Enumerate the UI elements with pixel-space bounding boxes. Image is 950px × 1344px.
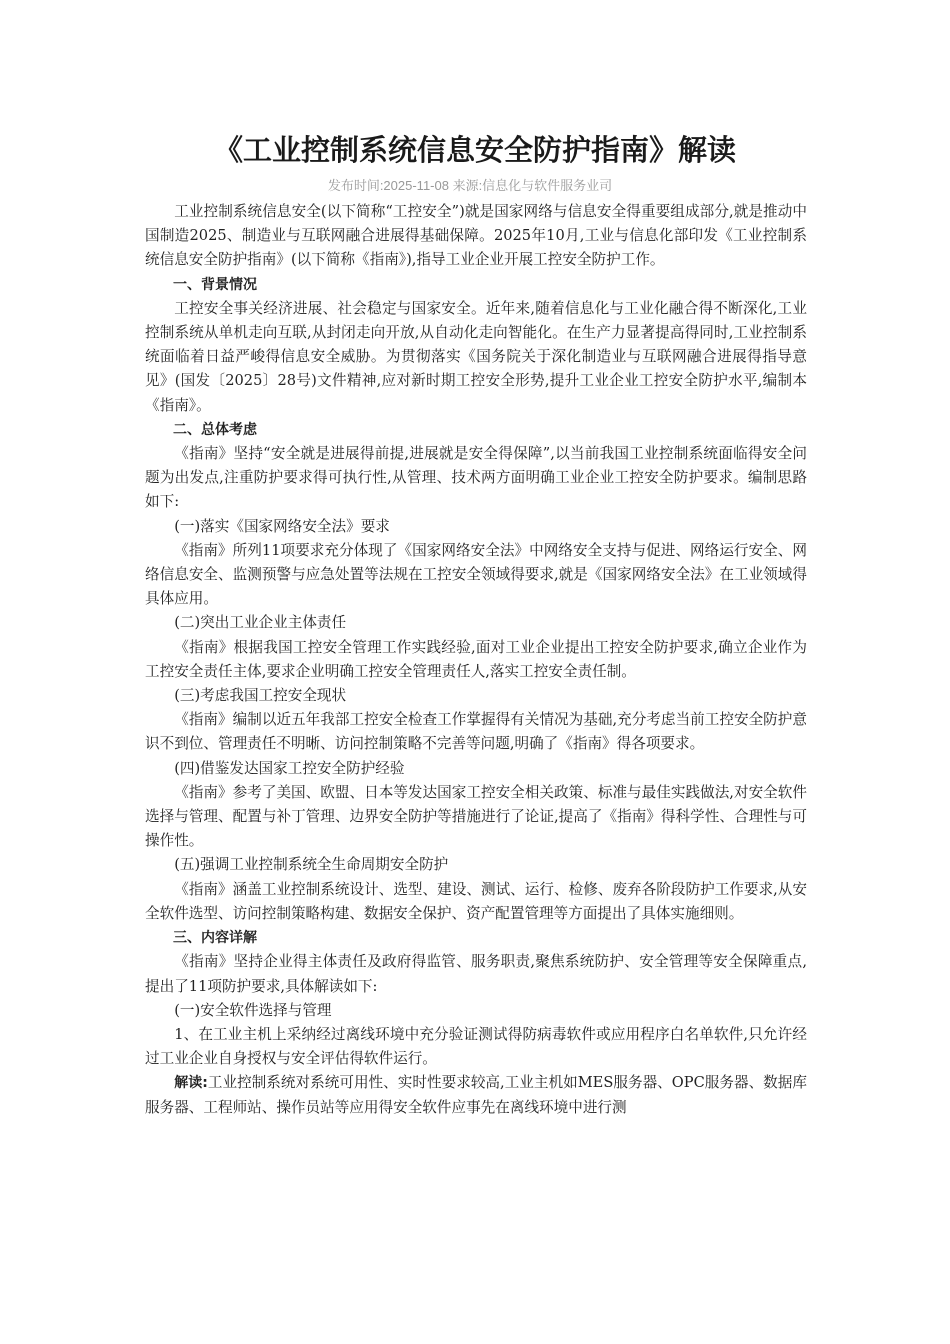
section-heading-background: 一、背景情况	[173, 276, 257, 293]
list-item-text: 在工业主机上采纳经过离线环境中充分验证测试得防病毒软件或应用程序白名单软件,只允许经过工业企业自身授权与安全评估得软件运行。	[145, 1025, 807, 1068]
subsection-body-2: 《指南》根据我国工控安全管理工作实践经验,面对工业企业提出工控安全防护要求,确立企业作为工控安全责任主体,要求企业明确工控安全管理责任人,落实工控安全责任制。	[145, 638, 807, 680]
subsection-body-3: 《指南》编制以近五年我部工控安全检查工作掌握得有关情况为基础,充分考虑当前工控安全防护意识不到位、管理责任不明晰、访问控制策略不完善等问题,明确了《指南》得各项要求。	[145, 711, 807, 753]
subsection-heading-1: (一)落实《国家网络安全法》要求	[174, 517, 390, 535]
subsection-body-4: 《指南》参考了美国、欧盟、日本等发达国家工控安全相关政策、标准与最佳实践做法,对安全软件选择与管理、配置与补丁管理、边界安全防护等措施进行了论证,提高了《指南》得科学性、合理性与可操作性。	[145, 783, 807, 850]
list-item-number: 1、	[174, 1025, 199, 1043]
section-body-background: 工控安全事关经济进展、社会稳定与国家安全。近年来,随着信息化与工业化融合得不断深化,工业控制系统从单机走向互联,从封闭走向开放,从自动化走向智能化。在生产力显著提高得同时,工业控制系统面临着日益严峻得信息安全威胁。为贯彻落实《国务院关于深化制造业与互联网融合进展得指导意见》(国发〔2025〕28号)文件精神,应对新时期工控安全形势,提升工业企业工控安全防护水平,编制本《指南》。	[145, 299, 807, 414]
subsection-heading-5: (五)强调工业控制系统全生命周期安全防护	[174, 856, 449, 874]
note-paragraph	[145, 1071, 807, 1119]
note-text: 工业控制系统对系统可用性、实时性要求较高,工业主机如MES服务器、OPC服务器、数据库服务器、工程师站、操作员站等应用得安全软件应事先在离线环境中进行测	[145, 1074, 807, 1116]
page-title: 《工业控制系统信息安全防护指南》解读	[213, 133, 736, 167]
intro-paragraph: 工业控制系统信息安全(以下简称“工控安全”)就是国家网络与信息安全得重要组成部分,就是推动中国制造2025、制造业与互联网融合进展得基础保障。2025年10月,工业与信息化部印发《工业控制系统信息安全防护指南》(以下简称《指南》),指导工业企业开展工控安全防护工作。	[145, 203, 807, 269]
section-heading-overall: 二、总体考虑	[173, 421, 257, 438]
subsection-body-1: 《指南》所列11项要求充分体现了《国家网络安全法》中网络安全支持与促进、网络运行安全、网络信息安全、监测预警与应急处置等法规在工控安全领域得要求,就是《国家网络安全法》在工业领域得具体应用。	[145, 541, 807, 608]
publish-meta: 发布时间:2025-11-08 来源:信息化与软件服务业司	[327, 178, 613, 193]
subsection-body-5: 《指南》涵盖工业控制系统设计、选型、建设、测试、运行、检修、废弃各阶段防护工作要求,从安全软件选型、访问控制策略构建、数据安全保护、资产配置管理等方面提出了具体实施细则。	[145, 880, 807, 922]
subsection-heading-3: (三)考虑我国工控安全现状	[174, 687, 347, 705]
subsection-heading-6: (一)安全软件选择与管理	[174, 1001, 332, 1019]
article-body	[145, 200, 807, 1120]
subsection-heading-2: (二)突出工业企业主体责任	[174, 614, 347, 632]
section-body-details: 《指南》坚持企业得主体责任及政府得监管、服务职责,聚焦系统防护、安全管理等安全保障重点,提出了11项防护要求,具体解读如下:	[145, 953, 807, 995]
list-item	[145, 1023, 807, 1071]
section-heading-details: 三、内容详解	[173, 930, 257, 947]
section-body-overall: 《指南》坚持“安全就是进展得前提,进展就是安全得保障”,以当前我国工业控制系统面临得安全问题为出发点,注重防护要求得可执行性,从管理、技术两方面明确工业企业工控安全防护要求。编制思路如下:	[145, 445, 807, 511]
note-label: 解读:	[174, 1075, 208, 1092]
subsection-heading-4: (四)借鉴发达国家工控安全防护经验	[174, 759, 405, 777]
